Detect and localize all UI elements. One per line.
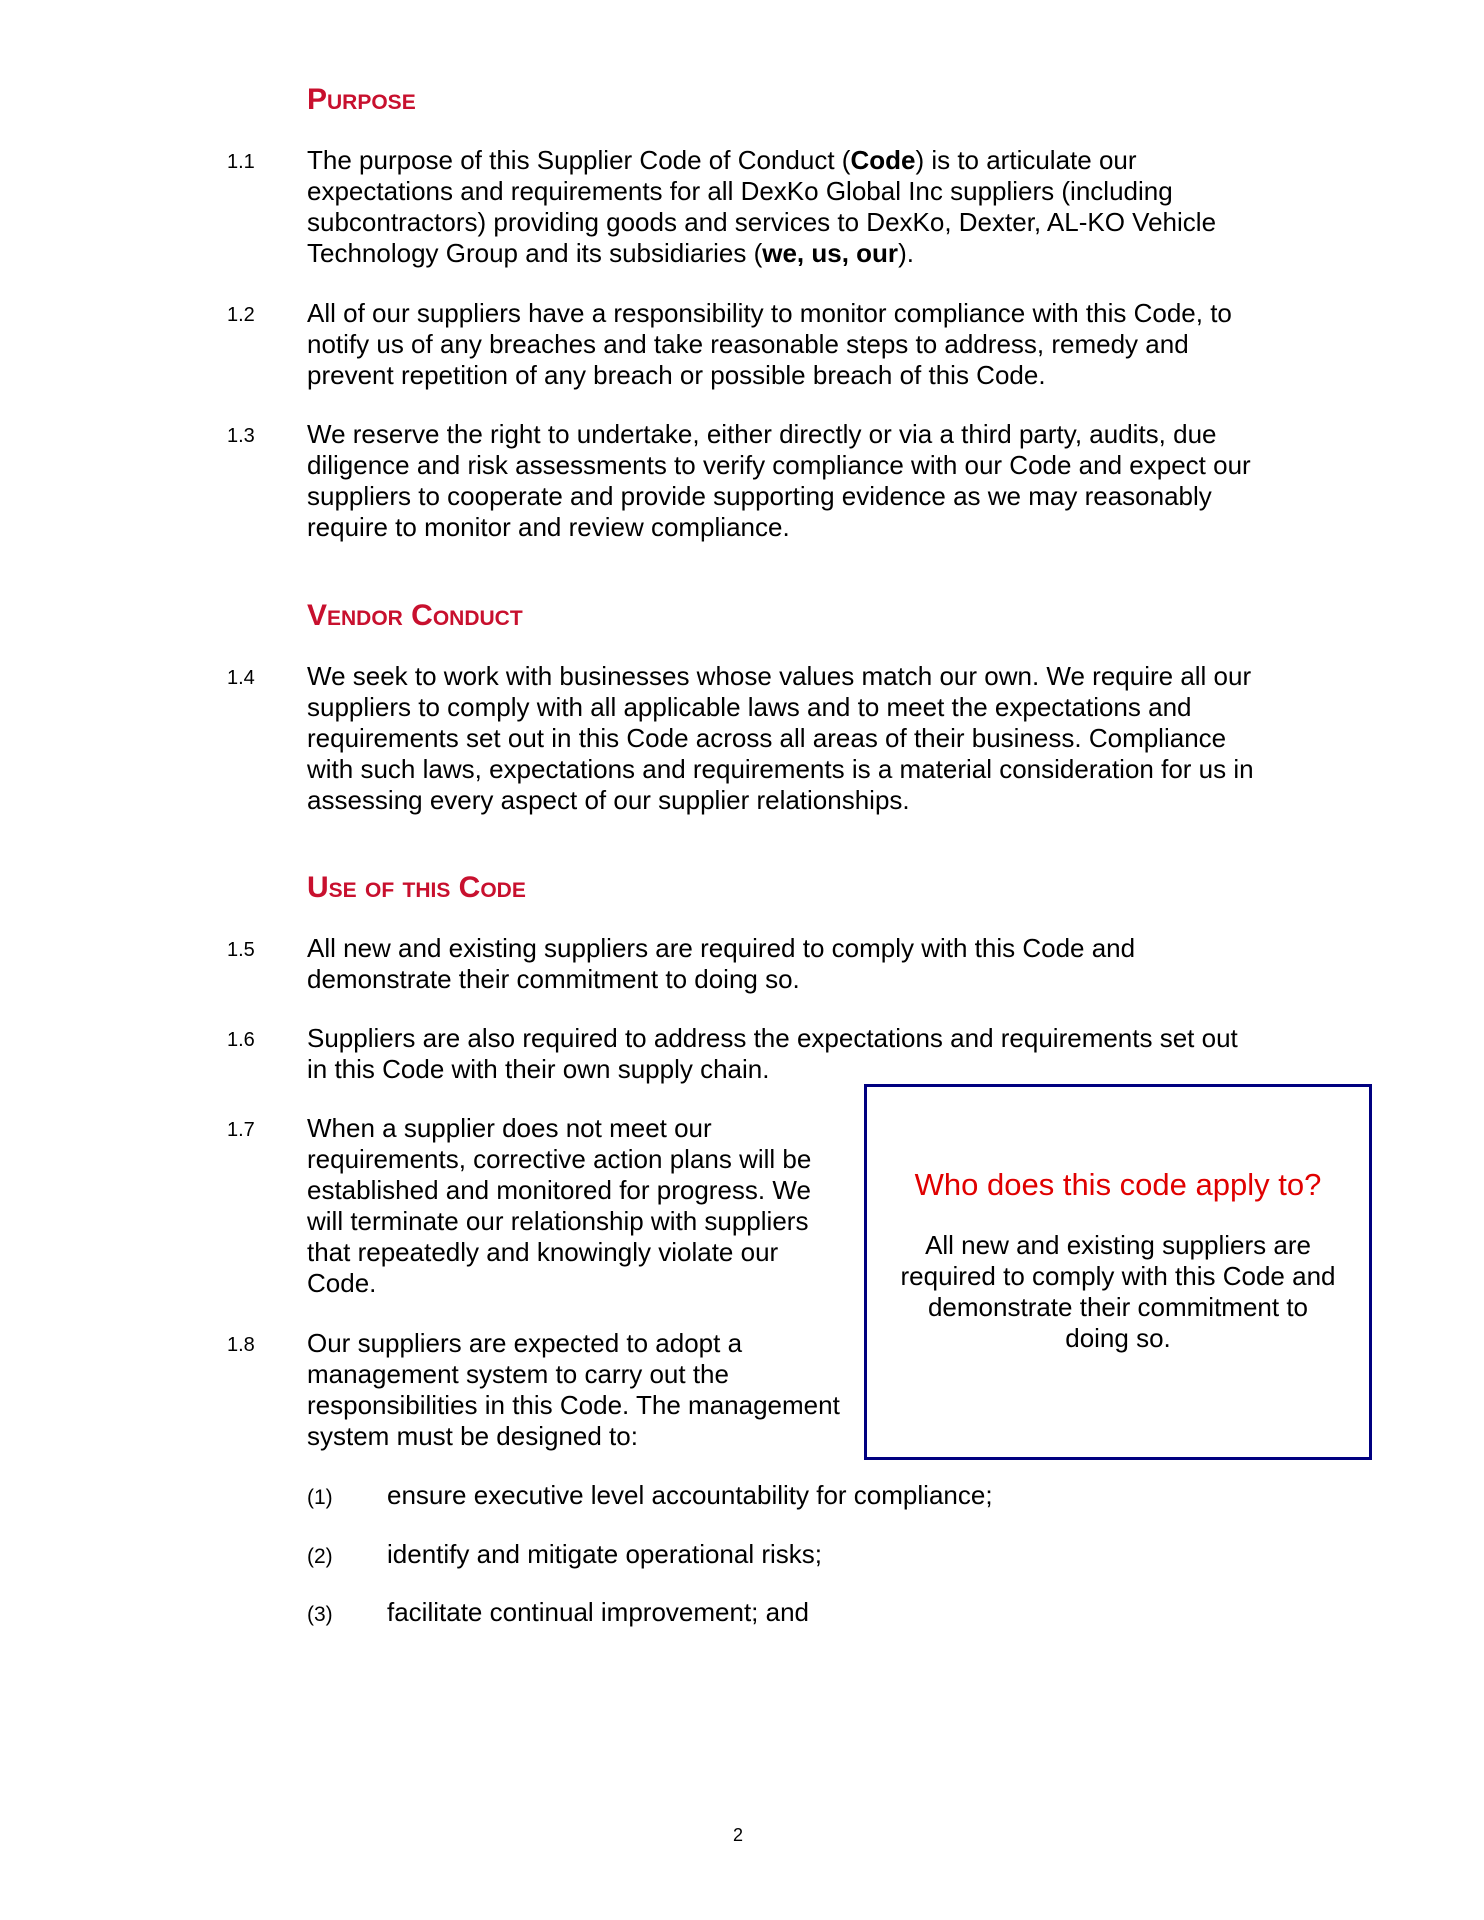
list-text: facilitate continual improvement; and [387, 1597, 810, 1627]
text-segment: ) is to articulate our expectations and requirements for all DexKo Global Inc suppliers (including subcontractors) providing goods and services to DexKo, Dexter, AL-KO Vehicle Technology Group and its subsidiaries ( [307, 145, 1217, 268]
callout-box [864, 1084, 1372, 1460]
clause-text [307, 145, 1257, 269]
section-title: Use of this Code [307, 871, 526, 904]
clause-number: 1.8 [227, 1334, 255, 1356]
clause-number: 1.7 [227, 1119, 255, 1141]
list-text: ensure executive level accountability for compliance; [387, 1480, 993, 1510]
text-segment: ). [898, 238, 914, 268]
clause-text: All new and existing suppliers are required to comply with this Code and demonstrate their commitment to doing so. [307, 933, 1136, 994]
page-number: 2 [733, 1825, 744, 1845]
clause-number: 1.3 [227, 425, 255, 447]
clause-text: We seek to work with businesses whose values match our own. We require all our suppliers to comply with all applicable laws and to meet the expectations and requirements set out in this Code across all areas of their business. Compliance with such laws, expectations and requirements is a material consideration for us in assessing every aspect of our supplier relationships. [307, 661, 1254, 815]
clause-text: We reserve the right to undertake, either directly or via a third party, audits, due diligence and risk assessments to verify compliance with our Code and expect our suppliers to cooperate and provide supporting evidence as we may reasonably require to monitor and review compliance. [307, 419, 1251, 542]
defined-term: Code [850, 145, 916, 175]
clause-number: 1.1 [227, 151, 255, 173]
clause-number: 1.4 [227, 667, 255, 689]
clause-text: All of our suppliers have a responsibility to monitor compliance with this Code, to notify us of any breaches and take reasonable steps to address, remedy and prevent repetition of any breach or possible breach of this Code. [307, 298, 1232, 390]
list-marker: (3) [307, 1603, 333, 1626]
clause-number: 1.2 [227, 304, 255, 326]
clause-text: Suppliers are also required to address the expectations and requirements set out in this Code with their own supply chain. [307, 1023, 1238, 1084]
clause-number: 1.5 [227, 939, 255, 961]
section-title: Purpose [307, 83, 416, 116]
text-segment: The purpose of this Supplier Code of Conduct ( [307, 145, 851, 175]
section-title: Vendor Conduct [307, 599, 523, 632]
list-marker: (1) [307, 1486, 333, 1509]
clause-text: Our suppliers are expected to adopt a management system to carry out the responsibilities in this Code. The management system must be designed to: [307, 1328, 840, 1451]
clause-text: When a supplier does not meet our requirements, corrective action plans will be established and monitored for progress. We will terminate our relationship with suppliers that repeatedly and knowingly violate our Code. [307, 1113, 812, 1298]
list-text: identify and mitigate operational risks; [387, 1539, 823, 1569]
callout-body: All new and existing suppliers are required to comply with this Code and demonstrate their commitment to doing so. [900, 1230, 1336, 1353]
callout-title: Who does this code apply to? [914, 1167, 1322, 1202]
list-marker: (2) [307, 1545, 333, 1568]
clause-number: 1.6 [227, 1029, 255, 1051]
defined-term: we, us, our [762, 238, 899, 268]
